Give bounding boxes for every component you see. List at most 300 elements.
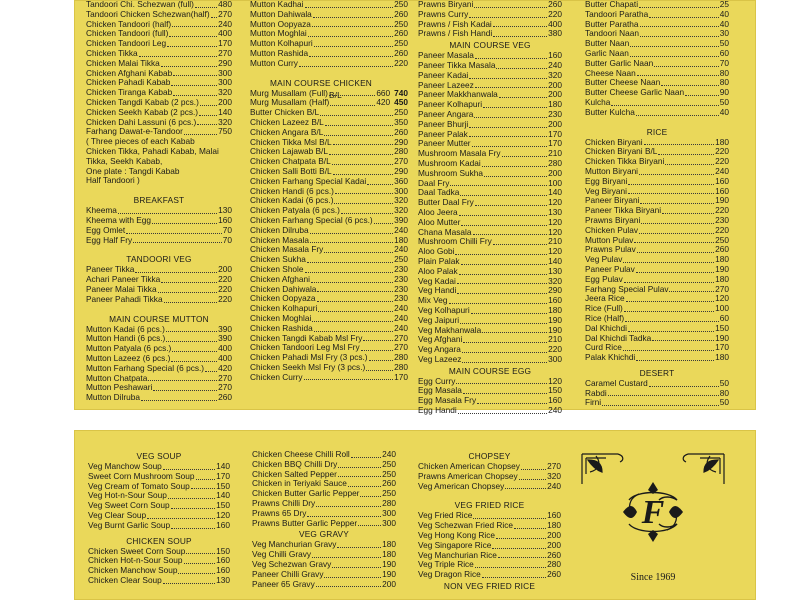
item-name: Veg Singapore Rice <box>418 539 492 550</box>
dot-leader <box>625 321 719 322</box>
item-price: 190 <box>715 332 729 343</box>
item-name: Veg Hot-n-Sour Soup <box>88 490 167 501</box>
item-name: Veg Manchurian Gravy <box>252 539 337 550</box>
dot-leader <box>172 26 217 27</box>
dot-leader <box>163 583 215 584</box>
item-name: Firni <box>585 397 602 408</box>
dot-leader <box>499 97 547 98</box>
item-price: 130 <box>548 206 562 217</box>
item-price: 240 <box>548 59 562 70</box>
dot-leader <box>652 340 714 341</box>
item-price: 250 <box>382 488 396 499</box>
item-name: Butter Kulcha <box>585 106 635 117</box>
item-price: 240 <box>394 312 408 323</box>
item-price: 180 <box>715 254 729 265</box>
dot-leader <box>637 252 714 253</box>
item-price: 180 <box>548 304 562 315</box>
item-price: 150 <box>548 385 562 396</box>
dot-leader <box>482 166 547 167</box>
item-name: Egg Half Fry <box>86 234 133 245</box>
item-name: Mix Veg <box>418 295 448 306</box>
item-name: Veg Angara <box>418 344 461 355</box>
item-name: Chicken Patyala (6 pcs.) <box>250 205 340 216</box>
item-price: 320 <box>218 87 232 98</box>
dot-leader <box>152 223 217 224</box>
item-name: Aloo Gobi <box>418 246 455 257</box>
dot-leader <box>367 184 393 185</box>
dot-leader <box>639 7 719 8</box>
dot-leader <box>505 488 546 489</box>
dot-leader <box>304 379 394 380</box>
dot-leader <box>459 274 547 275</box>
section-heading-main-course-mutton: MAIN COURSE MUTTON <box>109 313 209 324</box>
item-name: Jeera Rice <box>585 293 625 304</box>
item-name: Chicken Farhang Special (6 pcs.) <box>250 214 373 225</box>
item-price: 160 <box>218 214 232 225</box>
item-price: 180 <box>382 539 396 550</box>
item-name: Mutton Pulav <box>585 234 634 245</box>
item-name: Prawns Butter Garlic Pepper <box>252 517 358 528</box>
dot-leader <box>153 390 217 391</box>
item-price: 130 <box>218 205 232 216</box>
item-price: 200 <box>547 539 561 550</box>
item-name: Egg Biryani <box>585 175 628 186</box>
item-name: Sweet Corn Mushroom Soup <box>88 470 195 481</box>
dot-leader <box>496 538 546 539</box>
item-price: 160 <box>216 565 230 576</box>
item-name: Chicken Tandoori Leg Msl Fry <box>250 342 360 353</box>
item-name: Mutton Farhang Special (6 pcs.) <box>86 362 205 373</box>
dot-leader <box>147 518 215 519</box>
dot-leader <box>195 7 217 8</box>
item-name: Chicken Dahi Lassuni (6 pcs.) <box>86 116 197 127</box>
dot-leader <box>324 252 393 253</box>
item-price: 220 <box>218 293 232 304</box>
item-name: Veg American Chopsey <box>418 480 505 491</box>
item-price: 180 <box>547 520 561 531</box>
item-name: Chicken Lajawab B/L <box>250 146 328 157</box>
item-name: Butter Cheese Naan <box>585 77 661 88</box>
dot-leader <box>299 66 393 67</box>
item-price: 60 <box>719 47 729 58</box>
item-price: 50 <box>719 377 729 388</box>
item-name: Chicken Dilruba <box>250 224 309 235</box>
dot-leader <box>661 85 719 86</box>
item-name: Chicken Sukha <box>250 254 306 265</box>
dot-leader <box>171 85 217 86</box>
dot-leader <box>473 234 548 235</box>
item-price: 230 <box>394 283 408 294</box>
dot-leader <box>482 332 547 333</box>
item-name: Chicken Salli Botti B/L <box>250 165 332 176</box>
item-name: Mutton Kolhapuri <box>250 38 313 49</box>
dot-leader <box>474 7 547 8</box>
item-price: 290 <box>394 165 408 176</box>
item-price: 240 <box>394 303 408 314</box>
item-price: 270 <box>218 8 232 19</box>
dot-leader <box>312 26 393 27</box>
item-name: Veg Jaipuri <box>418 314 460 325</box>
section-heading-veg-soup: VEG SOUP <box>136 451 182 461</box>
item-price: 40 <box>719 18 729 29</box>
menu-page-bottom <box>74 430 756 600</box>
item-name: Prawns Chilli Dry <box>252 497 316 508</box>
dot-leader <box>141 400 217 401</box>
item-price: 250 <box>394 254 408 265</box>
dot-leader <box>469 136 547 137</box>
dot-leader <box>630 56 719 57</box>
item-price: 200 <box>548 167 562 178</box>
item-price: 40 <box>719 8 729 19</box>
dot-leader <box>200 105 217 106</box>
item-price: 300 <box>548 353 562 364</box>
dot-leader <box>519 479 547 480</box>
item-price: 400 <box>218 28 232 39</box>
item-price: 180 <box>394 234 408 245</box>
item-price: 180 <box>715 273 729 284</box>
item-name: Paneer Kadai <box>418 69 469 80</box>
item-price: 180 <box>715 136 729 147</box>
menu-column-rice <box>418 450 561 592</box>
item-price: 120 <box>548 246 562 257</box>
dot-leader <box>624 311 714 312</box>
dot-leader <box>611 105 718 106</box>
section-heading-chicken-soup: CHICKEN SOUP <box>126 535 192 546</box>
dot-leader <box>640 36 719 37</box>
item-name: Palak Khichdi <box>585 352 636 363</box>
dot-leader <box>461 264 548 265</box>
dot-leader <box>205 371 217 372</box>
dot-leader <box>649 17 719 18</box>
dot-leader <box>649 386 719 387</box>
item-price: 80 <box>719 67 729 78</box>
dot-leader <box>502 156 548 157</box>
item-name: Prawns Pulav <box>585 244 636 255</box>
item-name: Chicken in Teriyaki Sauce <box>252 478 347 489</box>
item-price: 190 <box>382 568 396 579</box>
item-price: 140 <box>548 187 562 198</box>
item-name: Chicken Tandoori (half) <box>86 18 172 29</box>
item-name: Chicken Handi (6 pcs.) <box>250 185 334 196</box>
dot-leader <box>463 393 547 394</box>
item-price: 260 <box>394 126 408 137</box>
spacer <box>86 245 232 253</box>
menu-column-3 <box>418 0 562 416</box>
item-name: Paneer Masala <box>418 50 474 61</box>
dot-leader <box>460 195 547 196</box>
item-name: Kheema with Egg <box>86 214 152 225</box>
menu-item <box>88 521 230 531</box>
item-price: 90 <box>719 87 729 98</box>
item-price: 220 <box>715 205 729 216</box>
item-price: 420 <box>376 97 391 108</box>
menu-item <box>86 393 232 403</box>
dot-leader <box>318 311 393 312</box>
item-name: Prawns Biryani <box>585 214 641 225</box>
item-name: Butter Chapati <box>585 0 639 9</box>
dot-leader <box>475 87 547 88</box>
dot-leader <box>623 350 714 351</box>
dot-leader <box>164 302 218 303</box>
item-price: 200 <box>548 118 562 129</box>
menu-column-soups <box>88 450 230 586</box>
dot-leader <box>477 403 547 404</box>
item-name: Paneer 65 Gravy <box>252 578 315 589</box>
dot-leader <box>640 26 719 27</box>
item-name: Paneer Tikka Biryani <box>585 205 662 216</box>
menu-item <box>252 519 396 529</box>
dot-leader <box>341 213 393 214</box>
item-price: 190 <box>715 195 729 206</box>
dot-leader <box>330 105 375 106</box>
item-price: 240 <box>382 449 396 459</box>
dot-leader <box>324 135 393 136</box>
dot-leader <box>171 528 215 529</box>
dot-leader <box>640 203 714 204</box>
dot-leader <box>351 457 381 458</box>
item-name: Veg Cream of Tomato Soup <box>88 480 190 491</box>
item-price: 390 <box>218 333 232 344</box>
item-name: Prawns American Chopsey <box>418 470 518 481</box>
dot-leader <box>626 301 714 302</box>
item-name: Paneer Mutter <box>418 138 471 149</box>
dot-leader <box>358 525 381 526</box>
item-price: 250 <box>382 458 396 469</box>
item-name: Veg Handi <box>418 285 457 296</box>
item-price: 250 <box>382 468 396 479</box>
item-price: 210 <box>548 334 562 345</box>
item-name: Murg Musallam (Full) <box>250 87 328 98</box>
spacer <box>86 186 232 194</box>
item-price: 660 <box>376 87 391 98</box>
item-price: 240 <box>715 165 729 176</box>
item-price: 240 <box>548 405 562 416</box>
item-name: Chicken Biryani <box>585 136 643 147</box>
dot-leader <box>135 272 217 273</box>
item-price: 120 <box>715 293 729 304</box>
item-name: Veg Manchurian Rice <box>418 549 497 560</box>
menu-item <box>418 29 562 39</box>
item-name: Chicken Rashida <box>250 322 313 333</box>
menu-item <box>250 373 408 383</box>
item-name: Mutton Curry <box>250 57 298 68</box>
item-name: Chicken Hot-n-Sour Soup <box>88 555 183 566</box>
spacer <box>86 305 232 313</box>
dot-leader <box>338 467 381 468</box>
dot-leader <box>310 233 394 234</box>
section-heading-chopsey: CHOPSEY <box>468 451 511 461</box>
item-price: 200 <box>218 96 232 107</box>
item-name: Prawns Biryani <box>418 0 474 9</box>
dot-leader <box>196 479 216 480</box>
item-price: 240 <box>394 224 408 235</box>
item-price: 280 <box>547 559 561 570</box>
dot-leader <box>316 506 381 507</box>
dot-leader <box>313 17 393 18</box>
item-price: 250 <box>715 234 729 245</box>
item-price: 280 <box>394 352 408 363</box>
item-name: Veg Kadai <box>418 275 456 286</box>
dot-leader <box>166 331 217 332</box>
item-name: Mutton Kadai (6 pcs.) <box>86 323 165 334</box>
item-price: 260 <box>382 478 396 489</box>
menu-item <box>252 580 396 590</box>
item-price: 300 <box>218 67 232 78</box>
item-name: Rabdi <box>585 387 607 398</box>
dot-leader <box>463 342 547 343</box>
item-price: 300 <box>382 517 396 528</box>
item-name: Tandoori Naan <box>585 28 639 39</box>
item-name: Butter Daal Fry <box>418 197 474 208</box>
item-name: Chicken Butter Garlic Pepper <box>252 488 360 499</box>
item-name: Aloo Palak <box>418 265 458 276</box>
dot-leader <box>329 154 393 155</box>
dot-leader <box>369 360 394 361</box>
dot-leader <box>602 405 719 406</box>
item-price: 50 <box>719 397 729 408</box>
item-name: Rice (Half) <box>585 312 625 323</box>
dot-leader <box>471 313 547 314</box>
dot-leader <box>639 233 714 234</box>
item-name: Paneer Tikka Masala <box>418 59 496 70</box>
item-name: Chicken Oopyaza <box>250 293 316 304</box>
item-name: Chicken Farhang Special Kadai <box>250 175 367 186</box>
item-name: Chicken Masala Fry <box>250 244 324 255</box>
item-name: Mutton Peshawari <box>86 382 153 393</box>
item-name: Chicken Angara B/L <box>250 126 324 137</box>
item-name: Dal Khichdi <box>585 322 627 333</box>
item-price: 260 <box>394 47 408 58</box>
item-name: Mushroom Masala Fry <box>418 148 501 159</box>
item-price: 390 <box>394 214 408 225</box>
item-price: 130 <box>216 574 230 585</box>
item-price: 320 <box>548 69 562 80</box>
item-price: 270 <box>218 372 232 383</box>
item-price: 150 <box>715 322 729 333</box>
item-name: Chicken Seekh Msl Fry (3 pcs.) <box>250 361 366 372</box>
dot-leader <box>314 46 393 47</box>
item-price: 25 <box>719 0 729 9</box>
item-name: Paneer Chilli Gravy <box>252 568 324 579</box>
dot-leader <box>608 395 719 396</box>
item-price: 160 <box>216 555 230 566</box>
item-price: 220 <box>394 57 408 68</box>
dot-leader <box>634 242 714 243</box>
item-price: 100 <box>548 177 562 188</box>
menu-column-2 <box>250 0 408 382</box>
item-name: Daal Tadka <box>418 187 460 198</box>
dot-leader <box>167 46 217 47</box>
item-name: Half Tandoori ) <box>86 175 140 186</box>
item-price: 200 <box>547 529 561 540</box>
menu-item <box>250 59 408 69</box>
item-price: 270 <box>715 283 729 294</box>
item-price: 40 <box>719 106 729 117</box>
item-price: 150 <box>216 545 230 556</box>
dot-leader <box>462 362 547 363</box>
item-price: 220 <box>715 146 729 157</box>
item-name: Mutton Biryani <box>585 165 639 176</box>
item-price: 240 <box>547 480 561 491</box>
dot-leader <box>662 213 714 214</box>
item-price: 140 <box>218 106 232 117</box>
item-name: Rice (Full) <box>585 303 623 314</box>
dot-leader <box>171 508 216 509</box>
item-price: 170 <box>394 371 408 382</box>
item-name: Aloo Mutter <box>418 216 461 227</box>
item-price: 200 <box>548 89 562 100</box>
item-name: Chicken Clear Soup <box>88 574 162 585</box>
dot-leader <box>158 292 218 293</box>
item-name: Egg Omlet <box>86 224 126 235</box>
monogram-icon <box>623 482 683 542</box>
item-name: Veg Triple Rice <box>418 559 474 570</box>
item-name: Chicken Pahadi Kabab <box>86 77 171 88</box>
menu-item <box>418 355 562 365</box>
dot-leader <box>496 68 547 69</box>
item-name: Tandoori Paratha <box>585 8 649 19</box>
item-name: Veg Sweet Corn Soup <box>88 500 170 511</box>
item-price: 320 <box>548 275 562 286</box>
item-price: 260 <box>394 8 408 19</box>
dot-leader <box>312 557 381 558</box>
dot-leader <box>317 301 394 302</box>
dot-leader <box>459 215 547 216</box>
item-name: Chicken Seekh Kabab (2 pcs.) <box>86 106 199 117</box>
item-name: Chicken Curry <box>250 371 303 382</box>
dot-leader <box>669 291 714 292</box>
item-name: Chicken Tangdi Kabab (2 pcs.) <box>86 96 199 107</box>
item-name: Achari Paneer Tikka <box>86 274 161 285</box>
item-price: 750 <box>218 126 232 137</box>
menu-item <box>585 389 729 399</box>
dot-leader <box>197 124 217 125</box>
item-price: 210 <box>548 236 562 247</box>
item-name: Chicken Kadai (6 pcs.) <box>250 195 334 206</box>
item-name: Mutton Patyala (6 pcs.) <box>86 343 172 354</box>
menu-item <box>585 398 729 408</box>
item-price: 220 <box>715 156 729 167</box>
dot-leader <box>637 75 719 76</box>
dot-leader <box>312 321 393 322</box>
item-name: Egg Curry <box>418 375 456 386</box>
item-price: 170 <box>715 342 729 353</box>
dot-leader <box>211 17 218 18</box>
item-price: 320 <box>547 470 561 481</box>
dot-leader <box>335 193 393 194</box>
item-name: Egg Masala <box>418 385 462 396</box>
item-price: 170 <box>216 470 230 481</box>
item-name: Veg Makhanwala <box>418 324 482 335</box>
dot-leader <box>482 577 546 578</box>
dot-leader <box>317 291 393 292</box>
item-price: 270 <box>218 47 232 58</box>
menu-column-chinese <box>252 450 396 589</box>
item-name: Chicken Tikka Biryani <box>585 156 665 167</box>
item-price: 270 <box>394 342 408 353</box>
section-heading-desert: DESERT <box>639 367 675 378</box>
dot-leader <box>199 115 217 116</box>
item-name: Paneer Bhurji <box>418 118 469 129</box>
item-price: 190 <box>548 324 562 335</box>
item-price: 320 <box>218 116 232 127</box>
item-name: Murg Musallam (Half) <box>250 97 330 108</box>
dot-leader <box>139 56 218 57</box>
dot-leader <box>171 361 217 362</box>
item-price: 150 <box>216 500 230 511</box>
item-name: Chicken Salted Pepper <box>252 468 337 479</box>
spacer <box>418 491 561 499</box>
